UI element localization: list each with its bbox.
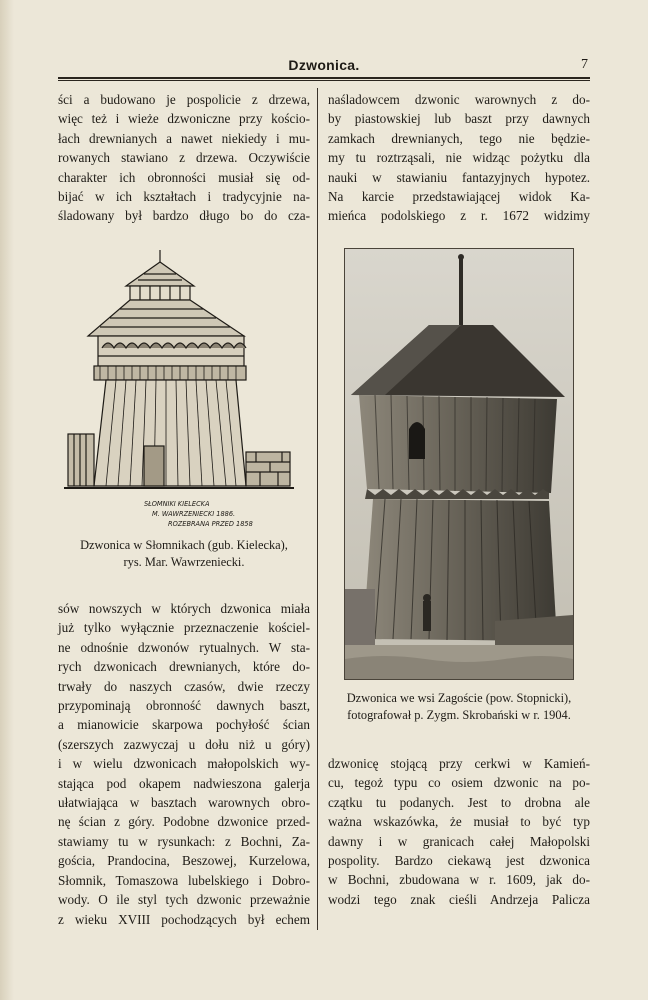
figure-left-caption xyxy=(58,537,310,571)
left-column-top-text xyxy=(58,90,310,226)
column-divider xyxy=(317,88,318,930)
text-line: Słomnik, Tomaszowa lubelskiego i Dobro- xyxy=(58,872,310,888)
text-line: więc też i wieże dzwoniczne przy kościo- xyxy=(58,111,310,127)
text-line: rowanych stawiano z drzewa. Oczywiście xyxy=(58,150,310,166)
text-line: nauki w stawianiu fantazyjnych hypotez. xyxy=(328,169,590,185)
left-column-bottom-text xyxy=(58,599,310,929)
caption-line: rys. Mar. Wawrzeniecki. xyxy=(123,555,245,569)
text-line: i w wielu dzwonicach małopolskich wy- xyxy=(58,756,310,772)
text-line: charakter ich obronności musiał się od- xyxy=(58,169,310,185)
text-line: ne odnośnie dzwonów rytualnych. W sta- xyxy=(58,639,310,655)
text-line: bijać w ich kształtach i tradycyjnie na- xyxy=(58,189,310,205)
sketch-inscription-2: M. WAWRZENIECKI 1886. xyxy=(152,510,236,518)
right-column-bottom-text xyxy=(328,754,590,909)
belfry-sketch-figure xyxy=(64,248,294,538)
text-line: czątku tu podanych. Jest to drobna ale xyxy=(328,794,590,810)
running-header xyxy=(58,55,590,79)
caption-line: Dzwonica w Słomnikach (gub. Kielecka), xyxy=(80,538,288,552)
text-line: stająca pod okapem nadwieszona galerja xyxy=(58,775,310,791)
text-line: Na karcie przedstawiającej widok Ka- xyxy=(328,189,590,205)
figure-right-caption xyxy=(324,690,594,724)
text-line: naśladowcem dzwonic warownych z do- xyxy=(328,92,590,107)
belfry-photo-image xyxy=(345,249,573,679)
text-line: ści a budowano je pospolicie z drzewa, xyxy=(58,92,310,107)
text-line: wodzi tego znak cieśli Andrzeja Palicza xyxy=(328,891,590,907)
text-line: sów nowszych w których dzwonica miała xyxy=(58,601,310,616)
text-line: (szerszych zazwyczaj u dołu niż u góry) xyxy=(58,736,310,752)
text-line: trwały do naszych czasów, dwie rzeczy xyxy=(58,678,310,694)
page-number: 7 xyxy=(581,57,588,72)
text-line: łach drewnianych a nawet niekiedy i mu- xyxy=(58,130,310,146)
text-line: by piastowskiej lub baszt przy dawnych xyxy=(328,111,590,127)
text-line: cu, tegoż typu co osiem dzwonic na po- xyxy=(328,775,590,791)
text-line: stawiamy tu w rysunkach: z Bochni, Za- xyxy=(58,833,310,849)
text-line: dawny i w granicach całej Małopolski xyxy=(328,833,590,849)
text-line: gościa, Prandocina, Beszowej, Kurzelowa, xyxy=(58,853,310,869)
belfry-sketch-drawing xyxy=(64,248,294,538)
text-line: a mianowicie skarpowa pochyłość ścian xyxy=(58,717,310,733)
header-rule xyxy=(58,80,590,81)
text-line: wody. O ile styl tych dzwonic przeważnie xyxy=(58,892,310,908)
text-line: rych dzwonicach drewnianych, które do- xyxy=(58,659,310,675)
text-line: mieńca podolskiego z r. 1672 widzimy xyxy=(328,208,590,224)
text-line: z wieku XVIII pochodzących był echem xyxy=(58,911,310,927)
text-line: dzwonicę stojącą przy cerkwi w Kamień- xyxy=(328,756,590,771)
belfry-photograph xyxy=(344,248,574,680)
text-line: zamkach drewnianych, tego nie będzie- xyxy=(328,130,590,146)
caption-line: Dzwonica we wsi Zagoście (pow. Stopnicki), xyxy=(346,691,572,705)
text-line: śladowany był bardzo długo bo do cza- xyxy=(58,208,310,224)
page-edge xyxy=(0,0,14,1000)
text-line: ułatwiająca w basztach warownych obro- xyxy=(58,795,310,811)
sketch-inscription-3: ROZEBRANA PRZED 1858 xyxy=(168,520,253,528)
text-line: ważna wskazówka, że musiał to być typ xyxy=(328,814,590,830)
sketch-inscription-1: SŁOMNIKI KIELECKA xyxy=(144,500,210,508)
text-line: przypominają obronność dawnych baszt, xyxy=(58,698,310,714)
text-line: już tylko wyłącznie przeznaczenie kościel- xyxy=(58,620,310,636)
right-column-top-text xyxy=(328,90,590,226)
text-line: w Bochni, zbudowana w r. 1609, jak do- xyxy=(328,872,590,888)
text-line: my tu roztrząsali, nie widząc pożytku dla xyxy=(328,150,590,166)
caption-line: fotografował p. Zygm. Skrobański w r. 1904. xyxy=(347,708,571,722)
text-line: pospolity. Bardzo ciekawą jest dzwonica xyxy=(328,853,590,869)
text-line: nę ścian z góry. Podobne dzwonice przed- xyxy=(58,814,310,830)
header-title: Dzwonica. xyxy=(288,57,360,73)
